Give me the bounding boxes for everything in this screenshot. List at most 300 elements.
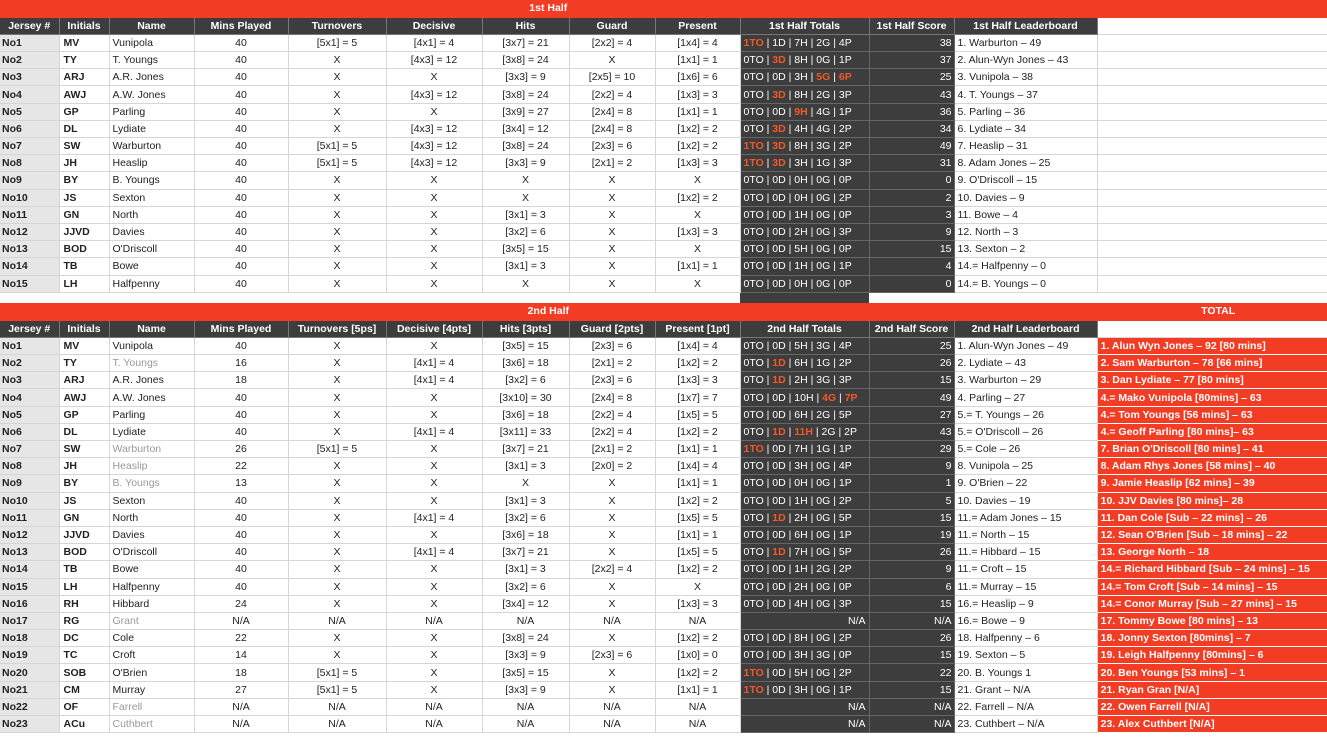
- guard-cell: X: [569, 241, 655, 258]
- totals-cell: [740, 69, 869, 86]
- mins-played-cell: 40: [194, 337, 288, 354]
- total-token: 8H: [794, 88, 808, 101]
- name-cell: Heaslip: [109, 155, 194, 172]
- overall-total-cell: 9. Jamie Heaslip [62 mins] – 39: [1097, 475, 1327, 492]
- table-row[interactable]: [0, 561, 1327, 578]
- jersey-cell: No6: [0, 423, 59, 440]
- name-cell: Parling: [109, 103, 194, 120]
- table-row[interactable]: [0, 52, 1327, 69]
- guard-cell: [2x1] = 2: [569, 441, 655, 458]
- total-token: 0G: [816, 54, 831, 67]
- hits-cell: [3x8] = 24: [482, 630, 569, 647]
- jersey-cell: No22: [0, 698, 59, 715]
- turnovers-cell: X: [288, 561, 386, 578]
- totals-cell: [740, 544, 869, 561]
- table-row[interactable]: [0, 423, 1327, 440]
- name-cell: Cuthbert: [109, 716, 194, 733]
- decisive-cell: [4x3] = 12: [386, 52, 482, 69]
- empty-cell: [1097, 86, 1327, 103]
- total-token: 0TO: [743, 374, 764, 387]
- jersey-cell: No8: [0, 458, 59, 475]
- token-separator: |: [835, 425, 845, 438]
- total-token: 11H: [794, 425, 813, 438]
- table-row[interactable]: [0, 475, 1327, 492]
- table-row[interactable]: [0, 664, 1327, 681]
- name-cell: A.R. Jones: [109, 69, 194, 86]
- token-separator: |: [785, 88, 795, 101]
- name-cell: Heaslip: [109, 458, 194, 475]
- name-cell: Davies: [109, 223, 194, 240]
- section-banner: [0, 0, 1327, 17]
- table-row[interactable]: [0, 258, 1327, 275]
- totals-cell: [740, 458, 869, 475]
- token-separator: |: [807, 580, 817, 593]
- overall-total-cell: 14.= Conor Murray [Sub – 27 mins] – 15: [1097, 595, 1327, 612]
- present-cell: [1x2] = 2: [655, 189, 740, 206]
- total-token: 0G: [816, 174, 831, 187]
- column-header: Guard: [569, 17, 655, 34]
- total-token: 1P: [838, 443, 852, 456]
- hits-cell: [3x1] = 3: [482, 561, 569, 578]
- total-token: 0D: [772, 597, 786, 610]
- table-row[interactable]: [0, 241, 1327, 258]
- total-token: 1D: [772, 511, 786, 524]
- initials-cell: JJVD: [59, 223, 109, 240]
- guard-cell: [2x1] = 2: [569, 155, 655, 172]
- token-separator: |: [807, 174, 817, 187]
- totals-cell: [740, 355, 869, 372]
- total-token: 2P: [838, 632, 852, 645]
- total-token: 1P: [838, 260, 852, 273]
- name-cell: B. Youngs: [109, 475, 194, 492]
- total-token: 3H: [794, 460, 808, 473]
- token-separator: |: [807, 494, 817, 507]
- total-token: 3G: [816, 140, 831, 153]
- table-row[interactable]: [0, 120, 1327, 137]
- guard-cell: X: [569, 223, 655, 240]
- hits-cell: X: [482, 189, 569, 206]
- total-token: 2H: [794, 511, 808, 524]
- totals-cell: [740, 423, 869, 440]
- total-token: 1D: [772, 425, 786, 438]
- jersey-cell: No5: [0, 406, 59, 423]
- initials-cell: RH: [59, 595, 109, 612]
- token-separator: |: [830, 357, 839, 370]
- token-separator: |: [807, 226, 817, 239]
- total-token: 1D: [772, 36, 786, 49]
- table-row[interactable]: [0, 206, 1327, 223]
- overall-total-cell: 11. Dan Cole [Sub – 22 mins] – 26: [1097, 509, 1327, 526]
- decisive-cell: X: [386, 389, 482, 406]
- total-token: 0TO: [743, 494, 764, 507]
- score-cell: 22: [869, 664, 954, 681]
- present-cell: [1x3] = 3: [655, 155, 740, 172]
- total-token: 1TO: [743, 683, 764, 696]
- score-cell: 25: [869, 69, 954, 86]
- column-header: 1st Half Leaderboard: [954, 17, 1097, 34]
- table-row[interactable]: [0, 441, 1327, 458]
- initials-cell: MV: [59, 34, 109, 51]
- total-token: 1G: [816, 157, 831, 170]
- jersey-cell: No3: [0, 69, 59, 86]
- table-row[interactable]: [0, 612, 1327, 629]
- guard-cell: N/A: [569, 612, 655, 629]
- present-cell: [1x2] = 2: [655, 492, 740, 509]
- hits-cell: [3x5] = 15: [482, 241, 569, 258]
- total-token: 0H: [794, 277, 808, 290]
- total-token: 2G: [816, 408, 831, 421]
- table-row[interactable]: [0, 630, 1327, 647]
- table-row[interactable]: [0, 698, 1327, 715]
- section-title: 1st Half: [0, 0, 1097, 17]
- token-separator: |: [830, 460, 839, 473]
- turnovers-cell: X: [288, 492, 386, 509]
- guard-cell: X: [569, 664, 655, 681]
- name-cell: Warburton: [109, 441, 194, 458]
- overall-total-cell: 22. Owen Farrell [N/A]: [1097, 698, 1327, 715]
- table-row[interactable]: [0, 458, 1327, 475]
- present-cell: [1x4] = 4: [655, 458, 740, 475]
- jersey-cell: No15: [0, 275, 59, 292]
- token-separator: |: [785, 460, 795, 473]
- table-row[interactable]: [0, 337, 1327, 354]
- decisive-cell: X: [386, 647, 482, 664]
- decisive-cell: [4x1] = 4: [386, 509, 482, 526]
- name-cell: North: [109, 206, 194, 223]
- score-cell: 3: [869, 206, 954, 223]
- header-spacer: [1097, 17, 1327, 34]
- present-cell: [1x1] = 1: [655, 103, 740, 120]
- guard-cell: X: [569, 526, 655, 543]
- total-token: 3H: [794, 683, 808, 696]
- total-token: 0TO: [743, 105, 764, 118]
- total-token: 2P: [838, 666, 852, 679]
- totals-cell: [740, 664, 869, 681]
- token-separator: |: [763, 105, 773, 118]
- token-separator: |: [807, 71, 817, 84]
- jersey-cell: No17: [0, 612, 59, 629]
- table-row[interactable]: [0, 389, 1327, 406]
- table-row[interactable]: [0, 189, 1327, 206]
- jersey-cell: No4: [0, 86, 59, 103]
- header-row: [0, 17, 1327, 34]
- token-separator: |: [785, 105, 795, 118]
- table-row[interactable]: [0, 578, 1327, 595]
- total-token: 0G: [816, 277, 831, 290]
- table-row[interactable]: [0, 138, 1327, 155]
- total-token: 0D: [772, 632, 786, 645]
- total-token: 0P: [838, 208, 852, 221]
- table-row[interactable]: [0, 223, 1327, 240]
- score-cell: 6: [869, 578, 954, 595]
- total-token: 0G: [816, 191, 831, 204]
- decisive-cell: X: [386, 578, 482, 595]
- token-separator: |: [785, 191, 795, 204]
- mins-played-cell: 40: [194, 509, 288, 526]
- table-row[interactable]: [0, 526, 1327, 543]
- initials-cell: TY: [59, 355, 109, 372]
- section-banner: [0, 303, 1327, 320]
- table-row[interactable]: [0, 34, 1327, 51]
- turnovers-cell: [5x1] = 5: [288, 441, 386, 458]
- jersey-cell: No15: [0, 578, 59, 595]
- total-token: 4G: [816, 122, 831, 135]
- token-separator: |: [807, 122, 817, 135]
- name-cell: Lydiate: [109, 120, 194, 137]
- name-cell: Halfpenny: [109, 275, 194, 292]
- column-header: Mins Played: [194, 17, 288, 34]
- present-cell: [1x5] = 5: [655, 544, 740, 561]
- table-row[interactable]: [0, 155, 1327, 172]
- table-row[interactable]: [0, 492, 1327, 509]
- token-separator: |: [807, 597, 817, 610]
- name-cell: O'Brien: [109, 664, 194, 681]
- total-token: 0G: [816, 683, 831, 696]
- name-cell: Parling: [109, 406, 194, 423]
- total-token: 2G: [821, 425, 836, 438]
- total-token: 0TO: [743, 632, 764, 645]
- column-header: Hits: [482, 17, 569, 34]
- total-token: 0TO: [743, 71, 764, 84]
- total-token: 0TO: [743, 511, 764, 524]
- total-token: 2P: [838, 563, 852, 576]
- total-token: 4P: [838, 460, 852, 473]
- total-token: 0G: [816, 632, 831, 645]
- total-token: 5G: [816, 71, 831, 84]
- total-token: 0D: [772, 683, 786, 696]
- decisive-cell: [4x1] = 4: [386, 355, 482, 372]
- table-row[interactable]: [0, 86, 1327, 103]
- total-token: 0G: [816, 580, 831, 593]
- present-cell: [1x1] = 1: [655, 475, 740, 492]
- mins-played-cell: 13: [194, 475, 288, 492]
- token-separator: |: [807, 546, 817, 559]
- overall-total-cell: 18. Jonny Sexton [80mins] – 7: [1097, 630, 1327, 647]
- guard-cell: [2x4] = 8: [569, 120, 655, 137]
- present-cell: [1x5] = 5: [655, 406, 740, 423]
- leaderboard-cell: 1. Alun-Wyn Jones – 49: [954, 337, 1097, 354]
- turnovers-cell: X: [288, 52, 386, 69]
- mins-played-cell: 40: [194, 492, 288, 509]
- token-separator: |: [830, 105, 839, 118]
- overall-total-cell: 14.= Tom Croft [Sub – 14 mins] – 15: [1097, 578, 1327, 595]
- token-separator: |: [807, 36, 817, 49]
- overall-total-cell: 3. Dan Lydiate – 77 [80 mins]: [1097, 372, 1327, 389]
- present-cell: [1x0] = 0: [655, 647, 740, 664]
- token-separator: |: [830, 511, 839, 524]
- total-token: 0D: [772, 460, 786, 473]
- token-separator: |: [785, 666, 795, 679]
- total-token: 3D: [772, 122, 786, 135]
- leaderboard-cell: 10. Davies – 19: [954, 492, 1097, 509]
- total-token: 0TO: [743, 391, 764, 404]
- token-separator: |: [763, 71, 773, 84]
- jersey-cell: No8: [0, 155, 59, 172]
- column-header: Turnovers: [288, 17, 386, 34]
- table-row[interactable]: [0, 103, 1327, 120]
- total-token: 3H: [794, 649, 808, 662]
- present-cell: [1x2] = 2: [655, 664, 740, 681]
- token-separator: |: [763, 122, 773, 135]
- turnovers-cell: X: [288, 172, 386, 189]
- guard-cell: [2x2] = 4: [569, 406, 655, 423]
- present-cell: [1x6] = 6: [655, 69, 740, 86]
- present-cell: N/A: [655, 716, 740, 733]
- table-row[interactable]: [0, 681, 1327, 698]
- hits-cell: [3x8] = 24: [482, 86, 569, 103]
- turnovers-cell: N/A: [288, 698, 386, 715]
- total-token: 2G: [816, 563, 831, 576]
- column-header: Turnovers [5ps]: [288, 320, 386, 337]
- guard-cell: X: [569, 172, 655, 189]
- jersey-cell: No2: [0, 355, 59, 372]
- totals-cell: N/A: [740, 716, 869, 733]
- score-cell: 0: [869, 172, 954, 189]
- total-token: 1TO: [743, 157, 764, 170]
- turnovers-cell: X: [288, 630, 386, 647]
- empty-cell: [1097, 52, 1327, 69]
- token-separator: |: [763, 460, 773, 473]
- token-separator: |: [763, 277, 773, 290]
- total-token: 7P: [844, 391, 858, 404]
- empty-cell: [1097, 34, 1327, 51]
- table-row[interactable]: [0, 172, 1327, 189]
- token-separator: |: [785, 243, 795, 256]
- decisive-cell: X: [386, 475, 482, 492]
- table-row[interactable]: [0, 69, 1327, 86]
- decisive-cell: X: [386, 189, 482, 206]
- score-cell: 49: [869, 138, 954, 155]
- guard-cell: [2x5] = 10: [569, 69, 655, 86]
- score-cell: 2: [869, 189, 954, 206]
- name-cell: Lydiate: [109, 423, 194, 440]
- total-token: 0P: [838, 243, 852, 256]
- table-row[interactable]: [0, 355, 1327, 372]
- token-separator: |: [785, 339, 795, 352]
- hits-cell: [3x7] = 21: [482, 441, 569, 458]
- table-row[interactable]: [0, 509, 1327, 526]
- mins-played-cell: 40: [194, 189, 288, 206]
- decisive-cell: X: [386, 630, 482, 647]
- guard-cell: X: [569, 681, 655, 698]
- table-row[interactable]: [0, 275, 1327, 292]
- total-token: 3P: [838, 226, 852, 239]
- token-separator: |: [807, 54, 817, 67]
- leaderboard-cell: 2. Lydiate – 43: [954, 355, 1097, 372]
- total-token: 0TO: [743, 477, 764, 490]
- total-token: 0G: [816, 208, 831, 221]
- turnovers-cell: X: [288, 475, 386, 492]
- table-row[interactable]: [0, 372, 1327, 389]
- total-token: 0G: [816, 226, 831, 239]
- column-header: Hits [3pts]: [482, 320, 569, 337]
- mins-played-cell: 18: [194, 372, 288, 389]
- token-separator: |: [785, 277, 795, 290]
- total-token: 1H: [794, 563, 808, 576]
- total-token: 0TO: [743, 563, 764, 576]
- jersey-cell: No14: [0, 258, 59, 275]
- initials-cell: ARJ: [59, 372, 109, 389]
- empty-cell: [1097, 69, 1327, 86]
- total-token: 0TO: [743, 88, 764, 101]
- leaderboard-cell: 3. Vunipola – 38: [954, 69, 1097, 86]
- total-token: 5P: [838, 408, 852, 421]
- table-row[interactable]: [0, 595, 1327, 612]
- mins-played-cell: 40: [194, 86, 288, 103]
- total-token: 5P: [838, 511, 852, 524]
- total-token: 6H: [794, 408, 808, 421]
- table-row[interactable]: [0, 647, 1327, 664]
- token-separator: |: [807, 140, 817, 153]
- jersey-cell: No23: [0, 716, 59, 733]
- initials-cell: DL: [59, 120, 109, 137]
- hits-cell: [3x7] = 21: [482, 34, 569, 51]
- leaderboard-cell: 8. Adam Jones – 25: [954, 155, 1097, 172]
- total-token: 1H: [794, 208, 808, 221]
- table-row[interactable]: [0, 406, 1327, 423]
- totals-cell: [740, 258, 869, 275]
- turnovers-cell: X: [288, 458, 386, 475]
- total-token: 2P: [844, 425, 857, 438]
- decisive-cell: X: [386, 664, 482, 681]
- total-token: 0D: [772, 277, 786, 290]
- present-cell: [1x1] = 1: [655, 441, 740, 458]
- total-token: 0TO: [743, 191, 764, 204]
- token-separator: |: [763, 666, 773, 679]
- jersey-cell: No3: [0, 372, 59, 389]
- initials-cell: LH: [59, 275, 109, 292]
- name-cell: Davies: [109, 526, 194, 543]
- table-row[interactable]: [0, 544, 1327, 561]
- token-separator: |: [785, 425, 795, 438]
- guard-cell: X: [569, 275, 655, 292]
- mins-played-cell: 40: [194, 389, 288, 406]
- leaderboard-cell: 9. O'Driscoll – 15: [954, 172, 1097, 189]
- total-token: 0D: [772, 529, 786, 542]
- token-separator: |: [763, 357, 773, 370]
- totals-cell: [740, 389, 869, 406]
- total-token: 0TO: [743, 546, 764, 559]
- mins-played-cell: 40: [194, 155, 288, 172]
- turnovers-cell: X: [288, 423, 386, 440]
- header-spacer: [1097, 320, 1327, 337]
- name-cell: Bowe: [109, 561, 194, 578]
- table-row[interactable]: [0, 716, 1327, 733]
- total-token: 1P: [838, 105, 852, 118]
- token-separator: |: [785, 494, 795, 507]
- total-token: 0G: [816, 477, 831, 490]
- jersey-cell: No1: [0, 337, 59, 354]
- guard-cell: [2x0] = 2: [569, 458, 655, 475]
- token-separator: |: [763, 511, 773, 524]
- token-separator: |: [830, 122, 839, 135]
- mins-played-cell: 16: [194, 355, 288, 372]
- total-token: 0P: [838, 649, 852, 662]
- token-separator: |: [807, 339, 817, 352]
- total-token: 9H: [794, 105, 808, 118]
- token-separator: |: [785, 443, 795, 456]
- total-token: 1G: [816, 357, 831, 370]
- total-token: 0H: [794, 174, 808, 187]
- name-cell: A.W. Jones: [109, 389, 194, 406]
- hits-cell: [3x8] = 24: [482, 52, 569, 69]
- mins-played-cell: 40: [194, 172, 288, 189]
- column-header: 2nd Half Score: [869, 320, 954, 337]
- total-token: 3D: [772, 54, 786, 67]
- leaderboard-cell: 14.= Halfpenny – 0: [954, 258, 1097, 275]
- token-separator: |: [807, 157, 817, 170]
- token-separator: |: [785, 649, 795, 662]
